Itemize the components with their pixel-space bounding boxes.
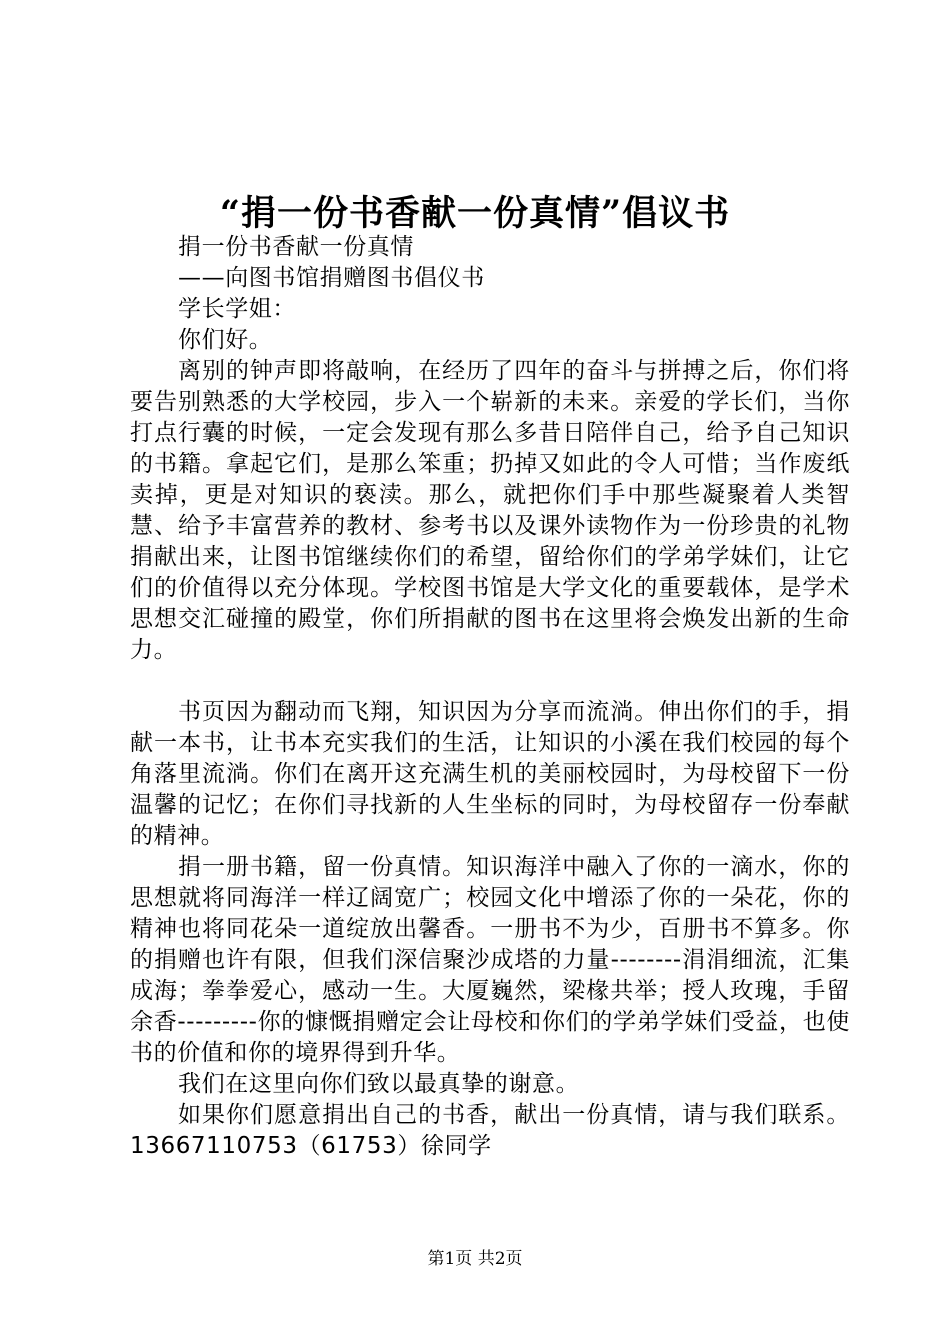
page-footer: 第1页 共2页	[427, 1249, 523, 1269]
body-paragraph: 离别的钟声即将敲响，在经历了四年的奋斗与拼搏之后，你们将要告别熟悉的大学校园，步入一个崭新的未来。亲爱的学长们，当你打点行囊的时候，一定会发现有那么多昔日陪伴自己，给予自己知识的书籍。拿起它们，是那么笨重；扔掉又如此的令人可惜；当作废纸卖掉，更是对知识的亵渎。那么，就把你们手中那些凝聚着人类智慧、给予丰富营养的教材、参考书以及课外读物作为一份珍贵的礼物捐献出来，让图书馆继续你们的希望，留给你们的学弟学妹们，让它们的价值得以充分体现。学校图书馆是大学文化的重要载体，是学术思想交汇碰撞的殿堂，你们所捐献的图书在这里将会焕发出新的生命力。	[130, 358, 850, 663]
thanks-paragraph: 我们在这里向你们致以最真挚的谢意。	[178, 1071, 580, 1097]
document-body	[130, 232, 850, 1162]
paragraph-gap	[130, 666, 850, 697]
subtitle-line: 捐一份书香献一份真情	[178, 234, 414, 260]
subtitle-secondary: ——向图书馆捐赠图书倡仪书	[178, 265, 485, 291]
body-paragraph: 书页因为翻动而飞翔，知识因为分享而流淌。伸出你们的手，捐献一本书，让书本充实我们的生活，让知识的小溪在我们校园的每个角落里流淌。你们在离开这充满生机的美丽校园时，为母校留下一份温馨的记忆；在你们寻找新的人生坐标的同时，为母校留存一份奉献的精神。	[130, 699, 850, 849]
greeting: 你们好。	[178, 327, 273, 353]
contact-paragraph: 如果你们愿意捐出自己的书香，献出一份真情，请与我们联系。13667110753（61753）徐同学	[130, 1102, 850, 1159]
body-paragraph: 捐一册书籍，留一份真情。知识海洋中融入了你的一滴水，你的思想就将同海洋一样辽阔宽广；校园文化中增添了你的一朵花，你的精神也将同花朵一道绽放出馨香。一册书不为少，百册书不算多。你的捐赠也许有限，但我们深信聚沙成塔的力量--------涓涓细流，汇集成海；拳拳爱心，感动一生。大厦巍然，梁椽共举；授人玫瑰，手留余香---------你的慷慨捐赠定会让母校和你们的学弟学妹们受益，也使书的价值和你的境界得到升华。	[130, 854, 850, 1066]
document-title: “捐一份书香献一份真情”倡议书	[219, 193, 731, 234]
salutation: 学长学姐：	[178, 296, 296, 322]
